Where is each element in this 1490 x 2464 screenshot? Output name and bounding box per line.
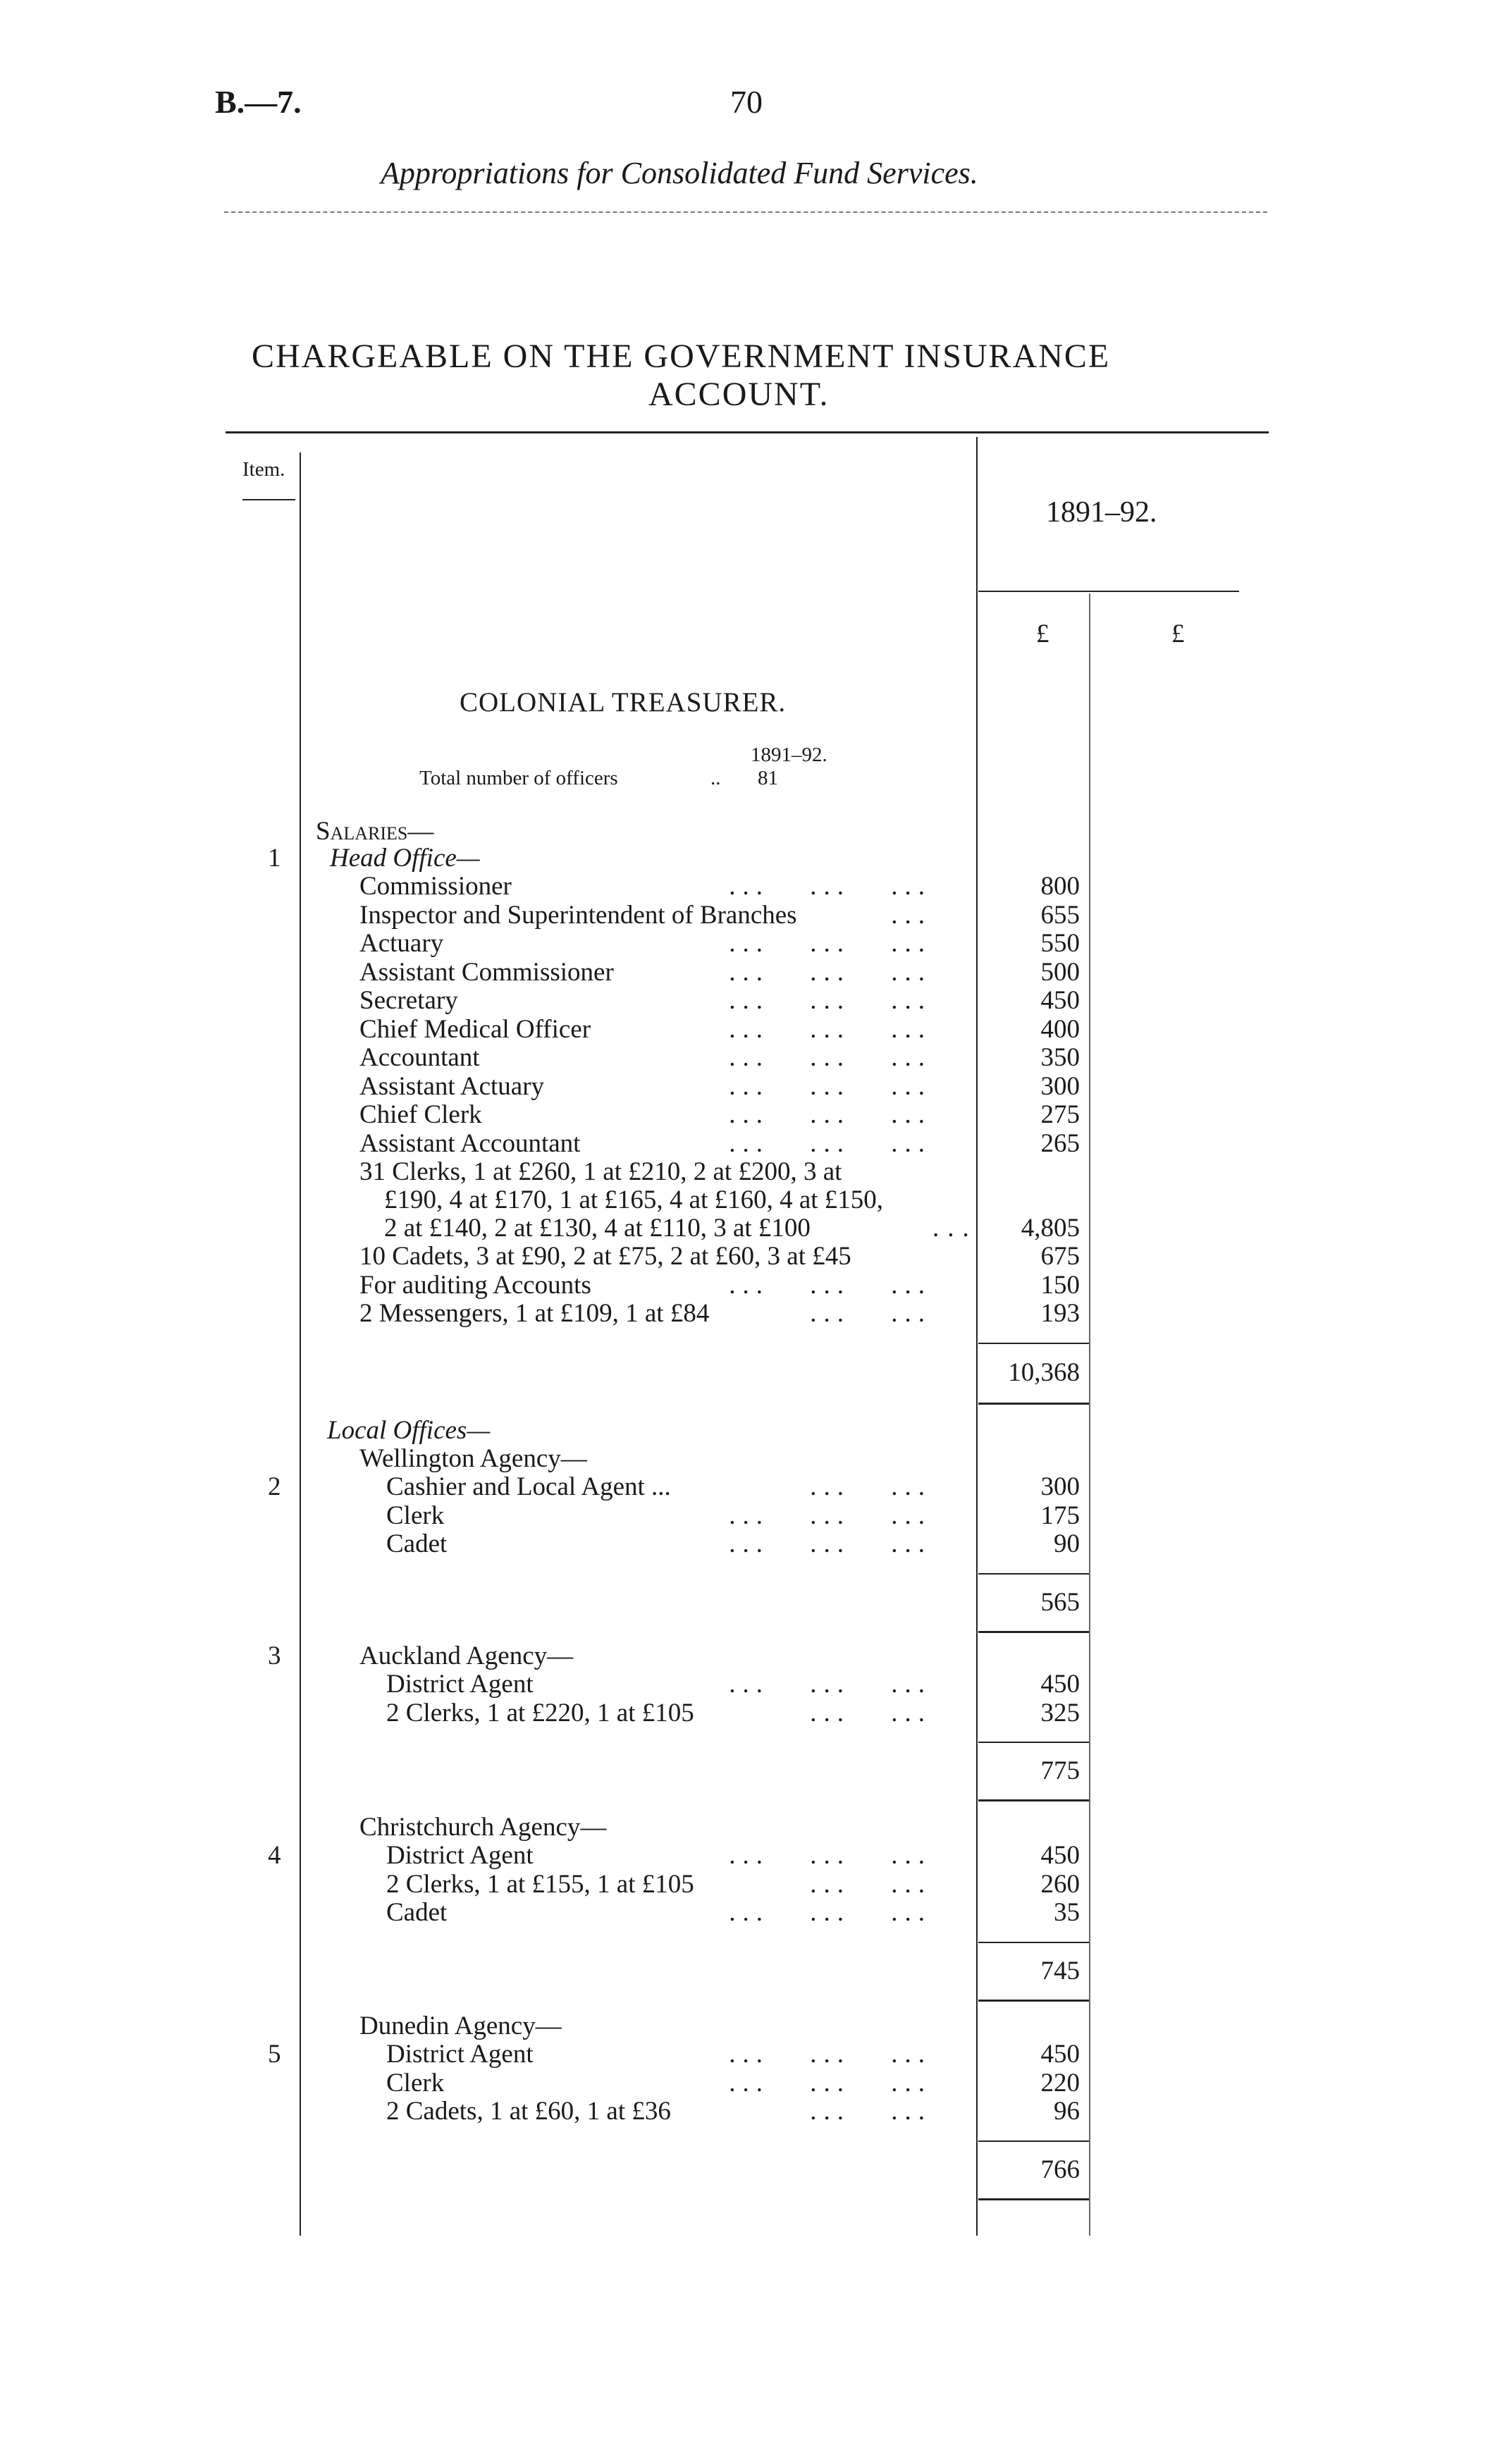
head-office-leader-dots: ... ...: [810, 1299, 932, 1328]
officers-year: 1891–92.: [751, 744, 827, 766]
agency-amount: 325: [1040, 1698, 1080, 1727]
head-office-label: Accountant: [359, 1043, 480, 1072]
head-office-label: Inspector and Superintendent of Branches: [359, 900, 797, 930]
clerks-amount: 4,805: [1021, 1214, 1080, 1243]
head-office-leader-dots: ... ... ...: [729, 1071, 932, 1101]
header-rule: [224, 211, 1267, 213]
item-number: 4: [268, 1841, 281, 1870]
item-number: 1: [268, 844, 281, 873]
agency-label: 2 Cadets, 1 at £60, 1 at £36: [386, 2097, 671, 2126]
clerks-line3: 2 at £140, 2 at £130, 4 at £110, 3 at £100: [384, 1214, 811, 1243]
agency-label: Cadet: [386, 1898, 448, 1927]
head-office-leader-dots: ... ... ...: [729, 1270, 932, 1300]
agency-label: Cadet: [386, 1529, 448, 1558]
agency-amount: 300: [1040, 1472, 1080, 1501]
subtotal-rule-top: [978, 2140, 1089, 2142]
agency-amount: 260: [1040, 1869, 1080, 1899]
item-number: 3: [268, 1641, 281, 1670]
subtotal-rule-bottom: [978, 1403, 1089, 1405]
agency-label: District Agent: [386, 2040, 534, 2069]
agency-label: 2 Clerks, 1 at £220, 1 at £105: [386, 1698, 694, 1727]
year-header-rule: [978, 591, 1239, 592]
head-office-leader-dots: ... ... ...: [729, 957, 932, 987]
head-office-amount: 675: [1040, 1242, 1080, 1271]
agency-name: Wellington Agency—: [359, 1444, 587, 1473]
head-office-label: Commissioner: [359, 872, 512, 901]
agency-leader-dots: ... ...: [810, 2097, 932, 2126]
year-column-header: 1891–92.: [1046, 496, 1157, 529]
head-office-amount: 500: [1040, 957, 1080, 987]
clerks-line1: 31 Clerks, 1 at £260, 1 at £210, 2 at £200, 3 at: [359, 1157, 842, 1186]
head-office-heading: Head Office—: [330, 844, 480, 873]
officers-count: 81: [758, 767, 778, 789]
head-office-leader-dots: ...: [891, 900, 932, 930]
head-office-label: 10 Cadets, 3 at £90, 2 at £75, 2 at £60, 3 at £45: [359, 1242, 851, 1271]
item-column-header: Item.: [242, 458, 285, 481]
agency-amount: 175: [1040, 1501, 1080, 1530]
head-office-leader-dots: ... ... ...: [729, 929, 932, 958]
section-heading-line2: ACCOUNT.: [648, 376, 830, 413]
agency-leader-dots: ... ... ...: [729, 2040, 932, 2069]
head-office-leader-dots: ... ... ...: [729, 1128, 932, 1158]
head-office-amount: 265: [1040, 1128, 1080, 1158]
agency-leader-dots: ... ... ...: [729, 1898, 932, 1927]
agency-leader-dots: ... ...: [810, 1698, 932, 1727]
page-subtitle: Appropriations for Consolidated Fund Services.: [381, 156, 978, 190]
agency-amount: 220: [1040, 2068, 1080, 2098]
head-office-total: 10,368: [1008, 1358, 1080, 1387]
salaries-label: Salaries—: [316, 817, 434, 846]
agency-amount: 450: [1040, 1670, 1080, 1699]
agency-amount: 96: [1054, 2097, 1080, 2126]
head-office-label: Actuary: [359, 929, 444, 958]
head-office-label: Secretary: [359, 986, 458, 1015]
head-office-leader-dots: ... ... ...: [729, 872, 932, 901]
head-office-label: 2 Messengers, 1 at £109, 1 at £84: [359, 1299, 710, 1328]
head-office-label: Chief Clerk: [359, 1100, 482, 1129]
agency-total: 565: [1040, 1587, 1080, 1617]
head-office-amount: 193: [1040, 1299, 1080, 1328]
head-office-label: Assistant Accountant: [359, 1128, 581, 1158]
item-number: 2: [268, 1472, 281, 1501]
head-office-leader-dots: ... ... ...: [729, 1014, 932, 1044]
section-heading-line1: CHARGEABLE ON THE GOVERNMENT INSURANCE: [252, 338, 1111, 375]
head-office-amount: 450: [1040, 986, 1080, 1015]
subtotal-rule-top: [978, 1742, 1089, 1743]
head-office-label: Chief Medical Officer: [359, 1014, 591, 1044]
agency-leader-dots: ... ...: [810, 1869, 932, 1899]
total-column-divider: [1089, 593, 1090, 2236]
subtotal-rule-top: [978, 1942, 1089, 1943]
head-office-leader-dots: ... ... ...: [729, 1100, 932, 1129]
head-office-label: For auditing Accounts: [359, 1270, 591, 1300]
head-office-leader-dots: ... ... ...: [729, 986, 932, 1015]
item-header-underline: [242, 499, 295, 500]
head-office-label: Assistant Commissioner: [359, 957, 614, 987]
agency-name: Christchurch Agency—: [359, 1813, 607, 1842]
head-office-amount: 655: [1040, 900, 1080, 930]
table-top-rule: [226, 431, 1269, 433]
agency-label: District Agent: [386, 1841, 534, 1870]
head-office-amount: 350: [1040, 1043, 1080, 1072]
agency-total: 775: [1040, 1756, 1080, 1785]
page-reference: B.—7.: [215, 84, 302, 120]
local-offices-heading: Local Offices—: [327, 1416, 491, 1445]
agency-amount: 35: [1054, 1898, 1080, 1927]
head-office-amount: 275: [1040, 1100, 1080, 1129]
agency-leader-dots: ... ... ...: [729, 1841, 932, 1870]
officers-dots: ..: [710, 767, 721, 789]
subtotal-rule-bottom: [978, 1799, 1089, 1801]
agency-leader-dots: ... ... ...: [729, 1670, 932, 1699]
agency-label: 2 Clerks, 1 at £155, 1 at £105: [386, 1869, 694, 1899]
agency-name: Dunedin Agency—: [359, 2012, 562, 2040]
page-number: 70: [730, 84, 763, 120]
agency-label: Clerk: [386, 1501, 445, 1530]
agency-total: 766: [1040, 2155, 1080, 2184]
agency-label: District Agent: [386, 1670, 534, 1699]
item-number: 5: [268, 2040, 281, 2069]
clerks-line2: £190, 4 at £170, 1 at £165, 4 at £160, 4 at £150,: [384, 1185, 884, 1214]
agency-leader-dots: ... ... ...: [729, 2068, 932, 2098]
agency-leader-dots: ... ...: [810, 1472, 932, 1501]
head-office-amount: 150: [1040, 1270, 1080, 1300]
agency-amount: 90: [1054, 1529, 1080, 1558]
officers-label: Total number of officers: [419, 767, 618, 789]
head-office-amount: 800: [1040, 872, 1080, 901]
subtotal-rule-bottom: [978, 2000, 1089, 2002]
currency-symbol-col2: £: [1171, 620, 1185, 648]
agency-leader-dots: ... ... ...: [729, 1529, 932, 1558]
subtotal-rule-top: [978, 1343, 1089, 1344]
head-office-label: Assistant Actuary: [359, 1071, 545, 1101]
head-office-amount: 400: [1040, 1014, 1080, 1044]
agency-amount: 450: [1040, 1841, 1080, 1870]
subtotal-rule-top: [978, 1573, 1089, 1575]
currency-symbol-col1: £: [1036, 620, 1049, 648]
agency-label: Clerk: [386, 2068, 445, 2098]
clerks-dots: ...: [932, 1214, 978, 1243]
agency-total: 745: [1040, 1956, 1080, 1985]
subtotal-rule-bottom: [978, 2198, 1089, 2200]
agency-amount: 450: [1040, 2040, 1080, 2069]
item-column-divider: [300, 452, 301, 2236]
agency-leader-dots: ... ... ...: [729, 1501, 932, 1530]
head-office-leader-dots: ... ... ...: [729, 1043, 932, 1072]
department-title: COLONIAL TREASURER.: [460, 687, 787, 717]
agency-name: Auckland Agency—: [359, 1641, 574, 1670]
agency-label: Cashier and Local Agent ...: [386, 1472, 671, 1501]
head-office-amount: 300: [1040, 1071, 1080, 1101]
subtotal-rule-bottom: [978, 1631, 1089, 1633]
head-office-amount: 550: [1040, 929, 1080, 958]
